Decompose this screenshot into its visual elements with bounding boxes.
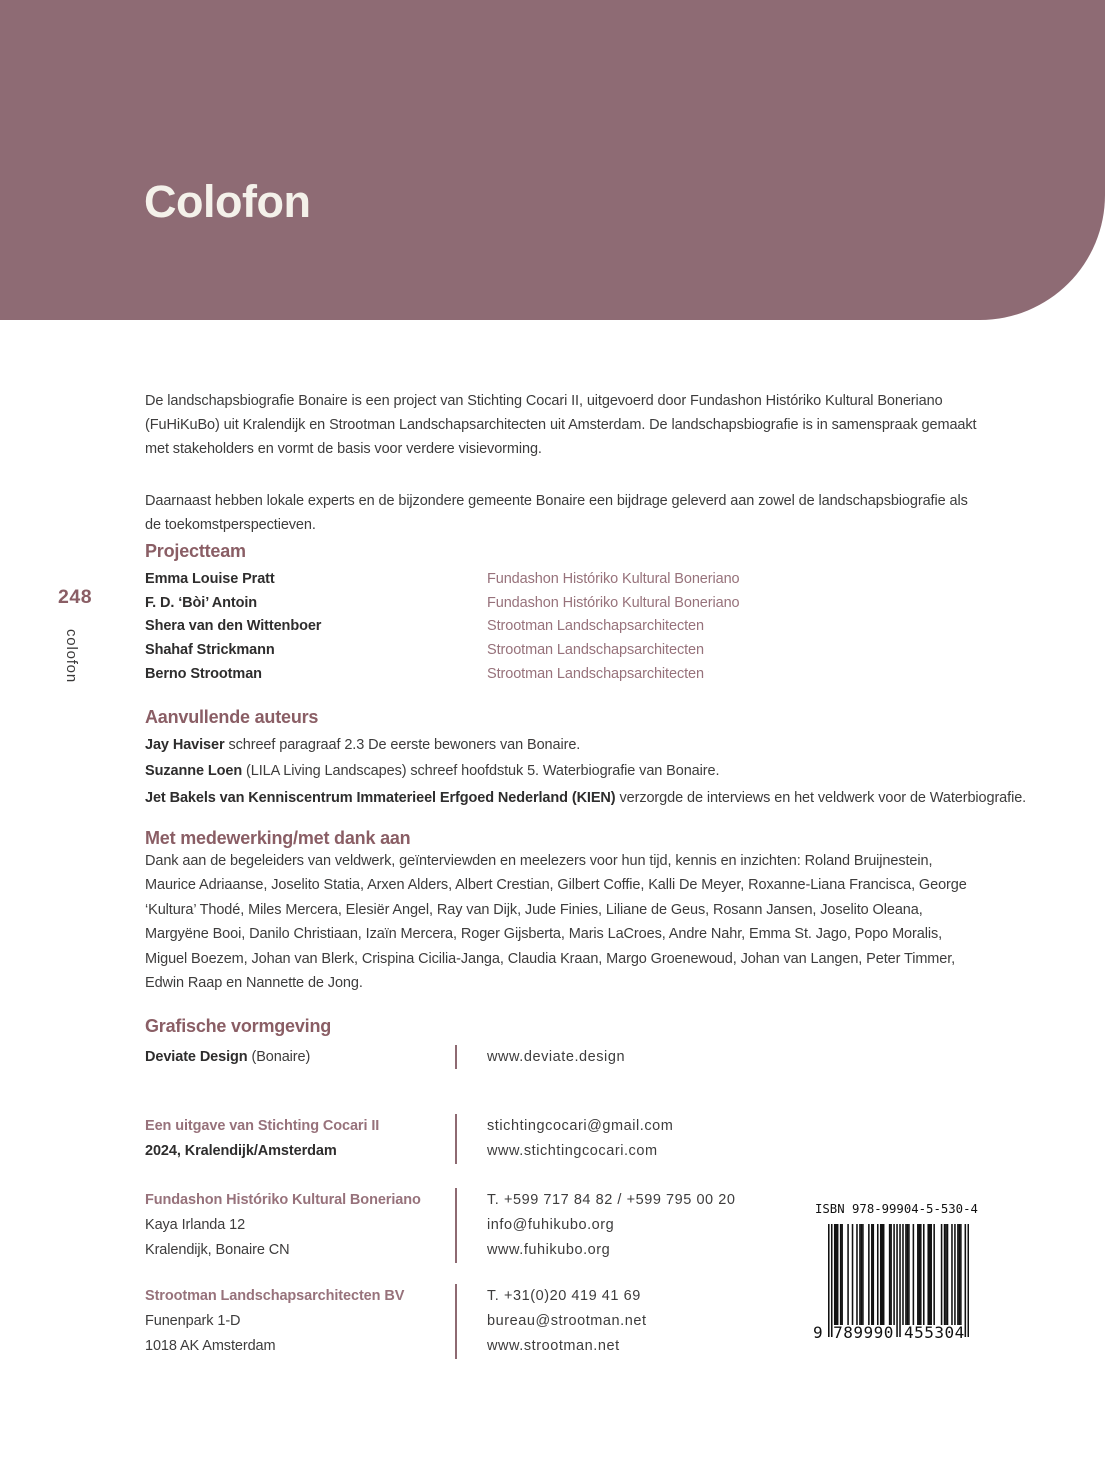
projectteam-section [145,542,983,686]
contact-line: www.stichtingcocari.com [487,1143,658,1159]
contact-line: T. +31(0)20 419 41 69 [487,1288,641,1304]
barcode-digit-group: 789990 [833,1323,894,1342]
projectteam-heading: Projectteam [145,541,246,561]
author-contribution: verzorgde de interviews en het veldwerk voor de Waterbiografie. [615,789,1027,806]
address-line: 2024, Kralendijk/Amsterdam [145,1143,337,1159]
column-divider [455,1284,457,1359]
projectteam-rows [145,568,983,686]
publisher-address [145,1309,455,1359]
additional-authors-section [145,707,1027,811]
column-divider [455,1188,457,1263]
publisher-title: Een uitgave van Stichting Cocari II [145,1118,380,1134]
team-member-name: Emma Louise Pratt [145,571,275,587]
contact-line: T. +599 717 84 82 / +599 795 00 20 [487,1192,736,1208]
author-name: Jet Bakels van Kenniscentrum Immaterieel Erfgoed Nederland (KIEN) [145,789,616,806]
publisher-info [145,1284,455,1359]
publisher-contact [487,1284,647,1359]
design-studio-location: (Bonaire) [247,1049,311,1065]
contact-line: stichtingcocari@gmail.com [487,1118,674,1134]
design-website: www.deviate.design [487,1049,626,1065]
publisher-contact [487,1188,735,1263]
team-row [145,663,983,687]
isbn-label: ISBN 978-99904-5-530-4 [815,1202,978,1216]
publisher-block-strootman [145,1284,647,1359]
author-line [145,758,983,784]
contact-line: www.strootman.net [487,1338,620,1354]
author-contribution: schreef paragraaf 2.3 De eerste bewoners van Bonaire. [224,737,581,753]
author-name: Suzanne Loen [145,763,243,780]
acknowledgements-heading: Met medewerking/met dank aan [145,828,411,848]
additional-authors-heading: Aanvullende auteurs [145,707,319,727]
team-member-organisation: Fundashon Históriko Kultural Boneriano [487,594,740,611]
publisher-info [145,1114,455,1164]
publisher-address [145,1139,455,1164]
publisher-block-cocari [145,1114,673,1164]
publisher-title: Fundashon Históriko Kultural Boneriano [145,1192,421,1208]
team-member-name: Berno Strootman [145,665,262,682]
graphic-design-row [145,1045,983,1069]
page-number: 248 [58,586,93,608]
contact-line: bureau@strootman.net [487,1313,647,1329]
contact-line: www.fuhikubo.org [487,1242,611,1258]
publisher-block-fuhikubo [145,1188,735,1263]
team-member-organisation: Fundashon Históriko Kultural Boneriano [487,571,740,587]
page-title: Colofon [144,176,311,227]
address-line: Funenpark 1-D [145,1313,241,1329]
header-banner [0,0,1105,320]
intro-paragraph-2: Daarnaast hebben lokale experts en de bijzondere gemeente Bonaire een bijdrage geleverd aan zowel de landschapsbiografie als de toekomstperspectieven. [145,492,968,533]
publisher-title: Strootman Landschapsarchitecten BV [145,1288,405,1304]
barcode-digit-group: 9 [813,1323,823,1342]
team-member-name: Shahaf Strickmann [145,642,275,659]
column-divider [455,1114,457,1164]
isbn-barcode [813,1202,983,1348]
graphic-design-heading: Grafische vormgeving [145,1016,332,1036]
barcode-bars [828,1224,969,1337]
acknowledgements-section [145,829,983,995]
team-row [145,615,983,639]
team-row [145,639,983,663]
team-member-organisation: Strootman Landschapsarchitecten [487,642,704,659]
author-line [145,732,983,758]
spine-label: colofon [63,629,80,683]
barcode-digit-group: 455304 [904,1323,965,1342]
publisher-info [145,1188,455,1263]
author-contribution: (LILA Living Landscapes) schreef hoofdstuk 5. Waterbiografie van Bonaire. [242,763,720,780]
additional-authors-lines [145,732,1027,811]
contact-line: info@fuhikubo.org [487,1217,615,1233]
design-studio-name: Deviate Design [145,1049,248,1065]
team-member-organisation: Strootman Landschapsarchitecten [487,618,704,635]
column-divider [455,1045,457,1069]
team-row [145,592,983,616]
team-member-organisation: Strootman Landschapsarchitecten [487,665,704,682]
publisher-address [145,1213,455,1263]
author-line [145,785,1027,811]
graphic-design-section [145,1017,983,1069]
publisher-contact [487,1114,673,1164]
author-name: Jay Haviser [145,737,225,753]
acknowledgements-text: Dank aan de begeleiders van veldwerk, geïnterviewden en meelezers voor hun tijd, kennis en inzichten: Roland Bruijnestein, Maurice Adriaanse, Joselito Statia, Arxen Alders, Albert Crestian, Gilbert Coffie, Kalli De Meyer, Roxanne-Liana Francisca, George ‘Kultura’ Thodé, Miles Mercera, Elesiër Angel, Ray van Dijk, Jude Finies, Liliane de Geus, Rosann Jansen, Joselito Oleana, Margyëne Booi, Danilo Christiaan, Izaïn Mercera, Roger Gijsberta, Maris LaCroes, Andre Nahr, Emma St. Jago, Popo Moralis, Miguel Boezem, Johan van Blerk, Crispina Cicilia-Janga, Claudia Kraan, Margo Groenewoud, Johan van Langen, Peter Timmer, Edwin Raap en Nannette de Jong. [145,853,967,992]
team-row [145,568,983,592]
team-member-name: F. D. ‘Bòi’ Antoin [145,594,258,611]
address-line: 1018 AK Amsterdam [145,1338,276,1354]
team-member-name: Shera van den Wittenboer [145,618,322,635]
design-studio [145,1045,455,1069]
address-line: Kaya Irlanda 12 [145,1217,246,1233]
intro-paragraph-1: De landschapsbiografie Bonaire is een project van Stichting Cocari II, uitgevoerd door Fundashon Históriko Kultural Boneriano (FuHiKuBo) uit Kralendijk en Strootman Landschapsarchitecten uit Amsterdam. De landschapsbiografie is in samenspraak gemaakt met stakeholders en vormt de basis voor verdere visievorming. [145,392,977,458]
address-line: Kralendijk, Bonaire CN [145,1242,290,1258]
